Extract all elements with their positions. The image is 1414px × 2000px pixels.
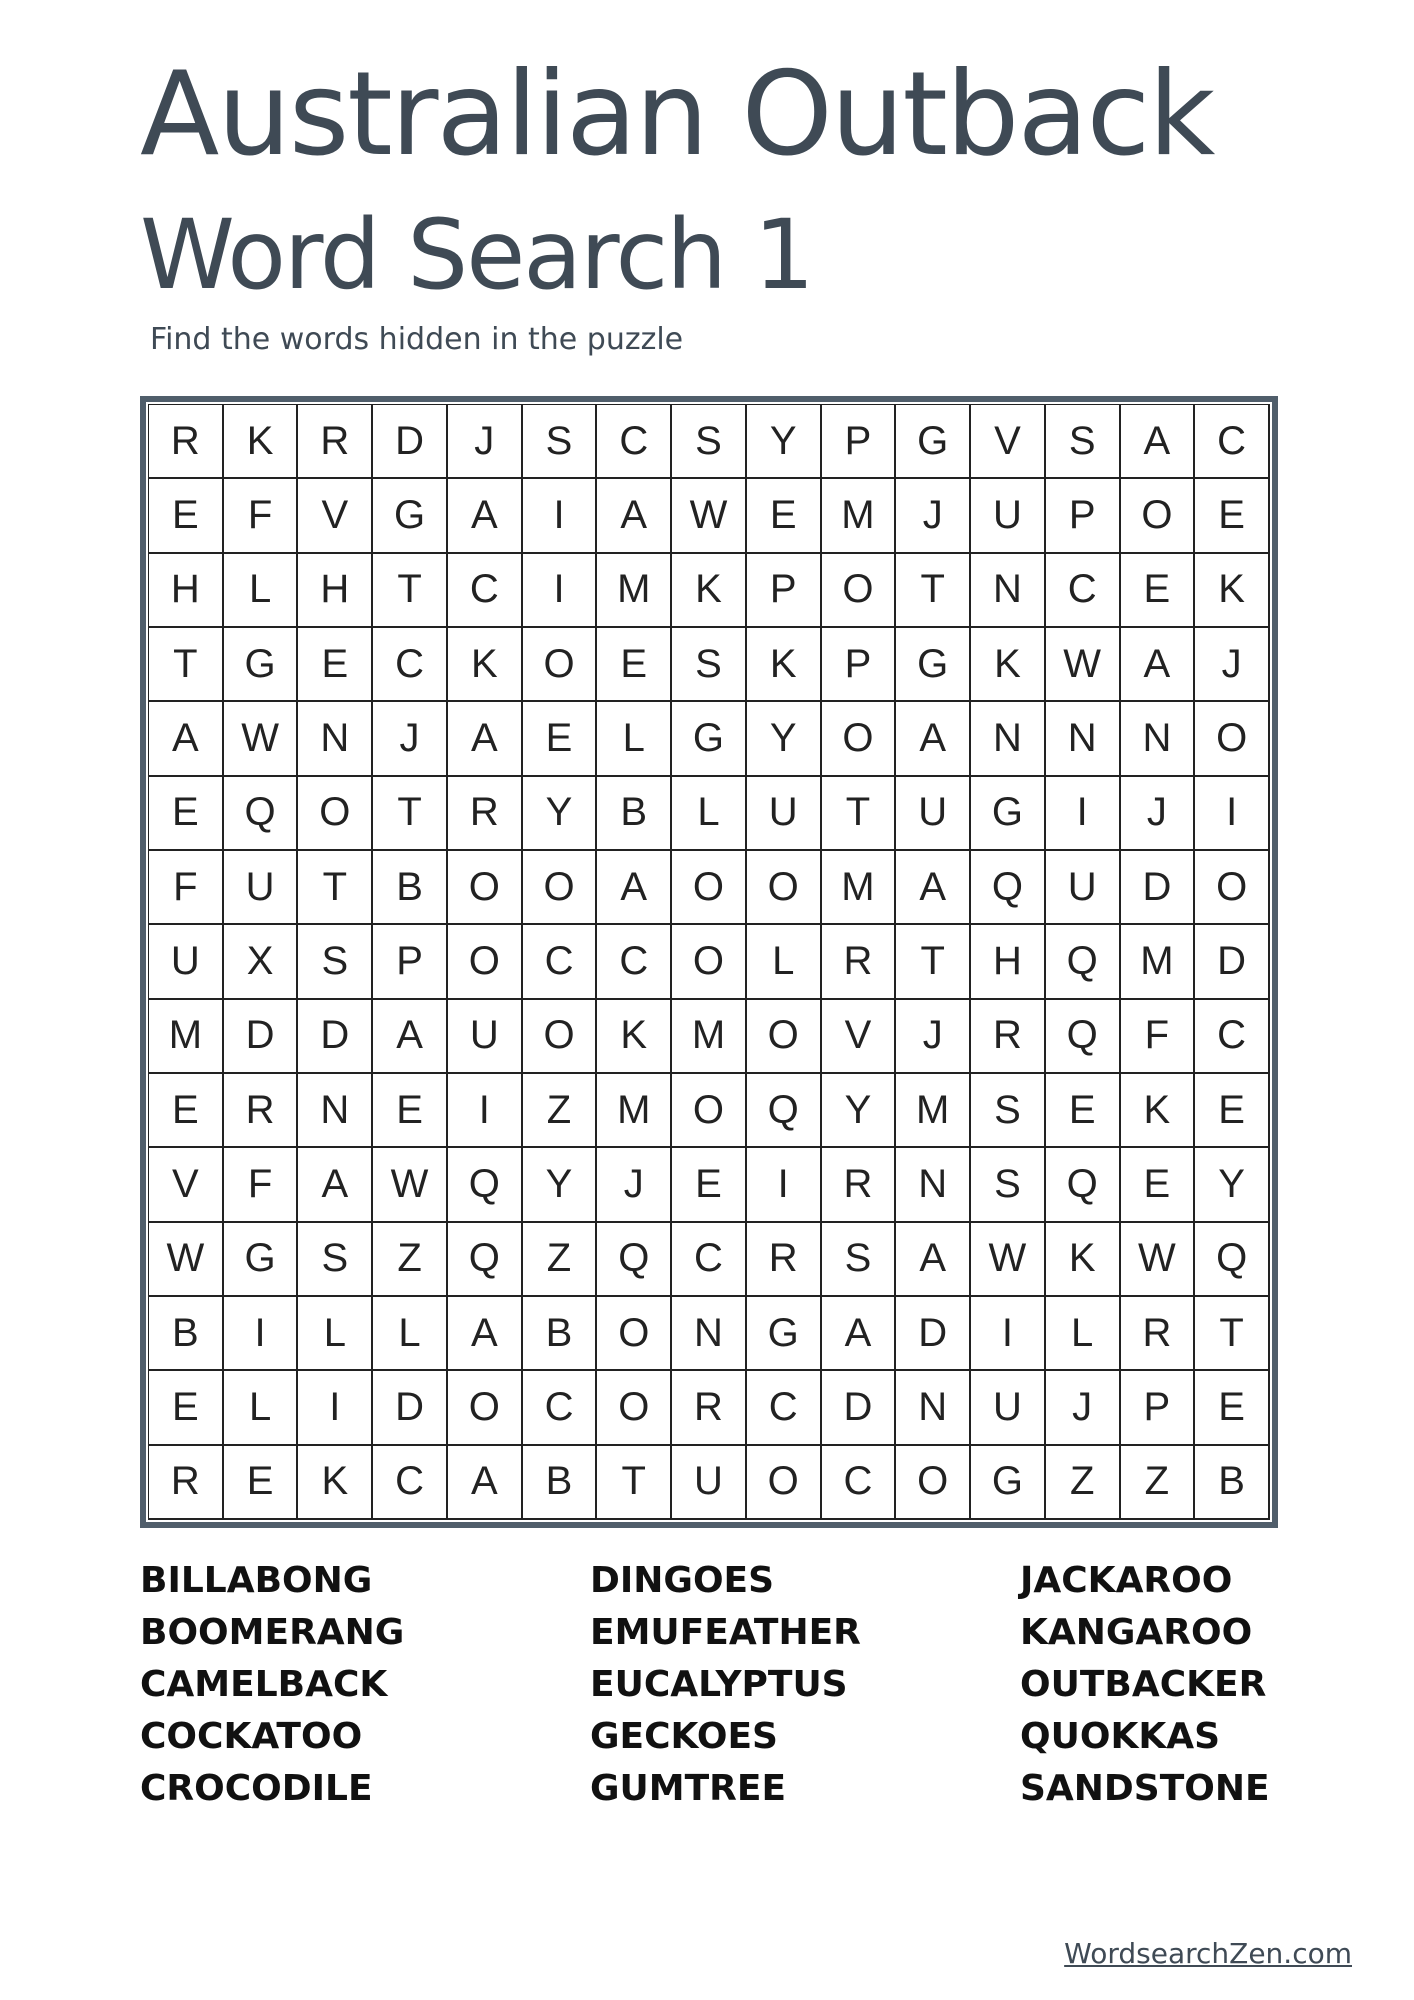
- grid-cell: Q: [448, 1148, 523, 1222]
- grid-cell: D: [1195, 925, 1270, 999]
- grid-cell: Y: [747, 702, 822, 776]
- grid-cell: E: [1195, 479, 1270, 553]
- grid-cell: H: [149, 554, 224, 628]
- grid-cell: H: [298, 554, 373, 628]
- grid-cell: C: [448, 554, 523, 628]
- grid-cell: S: [523, 405, 598, 479]
- grid-cell: Y: [523, 1148, 598, 1222]
- grid-cell: Z: [523, 1074, 598, 1148]
- grid-cell: V: [149, 1148, 224, 1222]
- grid-cell: K: [597, 1000, 672, 1074]
- grid-cell: E: [149, 1371, 224, 1445]
- grid-cell: U: [896, 777, 971, 851]
- word-list-column-3: [1020, 1555, 1270, 1815]
- grid-cell: F: [224, 1148, 299, 1222]
- grid-cell: M: [149, 1000, 224, 1074]
- grid-cell: E: [1121, 1148, 1196, 1222]
- grid-cell: O: [523, 851, 598, 925]
- grid-cell: A: [896, 851, 971, 925]
- grid-cell: O: [448, 925, 523, 999]
- grid-cell: Z: [373, 1223, 448, 1297]
- grid-cell: I: [224, 1297, 299, 1371]
- grid-cell: G: [373, 479, 448, 553]
- grid-cell: J: [373, 702, 448, 776]
- word-item: BILLABONG: [140, 1560, 373, 1601]
- grid-cell: E: [149, 777, 224, 851]
- grid-cell: W: [224, 702, 299, 776]
- grid-cell: O: [523, 1000, 598, 1074]
- grid-cell: W: [1046, 628, 1121, 702]
- grid-cell: M: [822, 851, 897, 925]
- grid-cell: N: [1046, 702, 1121, 776]
- grid-cell: M: [896, 1074, 971, 1148]
- word-item: EUCALYPTUS: [590, 1664, 848, 1705]
- grid-cell: N: [896, 1371, 971, 1445]
- grid-cell: Y: [1195, 1148, 1270, 1222]
- grid-cell: O: [523, 628, 598, 702]
- grid-cell: H: [971, 925, 1046, 999]
- grid-cell: D: [896, 1297, 971, 1371]
- grid-cell: Q: [971, 851, 1046, 925]
- grid-cell: O: [298, 777, 373, 851]
- grid-cell: Y: [822, 1074, 897, 1148]
- page-subtitle-heading: Word Search 1: [140, 199, 813, 311]
- grid-cell: Q: [1046, 925, 1121, 999]
- grid-cell: X: [224, 925, 299, 999]
- grid-cell: U: [1046, 851, 1121, 925]
- grid-cell: A: [597, 479, 672, 553]
- grid-cell: U: [672, 1446, 747, 1520]
- grid-cell: Q: [224, 777, 299, 851]
- grid-cell: K: [448, 628, 523, 702]
- grid-cell: P: [373, 925, 448, 999]
- letter-grid: [148, 404, 1270, 1520]
- grid-cell: S: [971, 1074, 1046, 1148]
- grid-cell: T: [373, 554, 448, 628]
- word-item: OUTBACKER: [1020, 1664, 1267, 1705]
- grid-cell: U: [149, 925, 224, 999]
- grid-cell: K: [298, 1446, 373, 1520]
- grid-cell: I: [523, 479, 598, 553]
- grid-cell: P: [747, 554, 822, 628]
- grid-cell: B: [373, 851, 448, 925]
- grid-cell: S: [298, 925, 373, 999]
- grid-cell: P: [1046, 479, 1121, 553]
- grid-cell: R: [224, 1074, 299, 1148]
- grid-cell: K: [1046, 1223, 1121, 1297]
- grid-cell: U: [747, 777, 822, 851]
- grid-cell: L: [224, 554, 299, 628]
- grid-cell: K: [1195, 554, 1270, 628]
- grid-cell: G: [747, 1297, 822, 1371]
- grid-cell: V: [298, 479, 373, 553]
- grid-cell: K: [971, 628, 1046, 702]
- grid-cell: I: [971, 1297, 1046, 1371]
- word-item: CAMELBACK: [140, 1664, 388, 1705]
- grid-cell: B: [523, 1297, 598, 1371]
- grid-cell: E: [672, 1148, 747, 1222]
- grid-cell: Q: [1046, 1000, 1121, 1074]
- grid-cell: T: [597, 1446, 672, 1520]
- grid-cell: B: [597, 777, 672, 851]
- grid-cell: O: [822, 702, 897, 776]
- grid-cell: A: [448, 1297, 523, 1371]
- grid-cell: D: [373, 405, 448, 479]
- grid-cell: D: [298, 1000, 373, 1074]
- grid-cell: Q: [1195, 1223, 1270, 1297]
- grid-cell: A: [149, 702, 224, 776]
- grid-cell: J: [1046, 1371, 1121, 1445]
- grid-cell: J: [597, 1148, 672, 1222]
- site-link[interactable]: WordsearchZen.com: [1064, 1937, 1352, 1970]
- grid-cell: E: [1046, 1074, 1121, 1148]
- grid-cell: B: [523, 1446, 598, 1520]
- grid-cell: E: [523, 702, 598, 776]
- word-item: CROCODILE: [140, 1768, 373, 1809]
- grid-cell: O: [597, 1371, 672, 1445]
- grid-cell: Q: [1046, 1148, 1121, 1222]
- grid-cell: N: [1121, 702, 1196, 776]
- grid-cell: K: [1121, 1074, 1196, 1148]
- grid-cell: O: [672, 925, 747, 999]
- grid-cell: T: [822, 777, 897, 851]
- grid-cell: L: [224, 1371, 299, 1445]
- grid-cell: L: [373, 1297, 448, 1371]
- grid-cell: A: [896, 1223, 971, 1297]
- grid-cell: N: [298, 1074, 373, 1148]
- grid-cell: O: [822, 554, 897, 628]
- grid-cell: R: [298, 405, 373, 479]
- grid-cell: T: [896, 925, 971, 999]
- grid-cell: J: [896, 1000, 971, 1074]
- word-item: EMUFEATHER: [590, 1612, 861, 1653]
- grid-cell: M: [672, 1000, 747, 1074]
- grid-cell: V: [822, 1000, 897, 1074]
- grid-cell: C: [373, 628, 448, 702]
- grid-cell: Z: [1121, 1446, 1196, 1520]
- grid-cell: C: [1046, 554, 1121, 628]
- grid-cell: U: [224, 851, 299, 925]
- grid-cell: O: [448, 1371, 523, 1445]
- grid-cell: E: [1195, 1074, 1270, 1148]
- grid-cell: V: [971, 405, 1046, 479]
- grid-cell: Q: [747, 1074, 822, 1148]
- grid-cell: R: [822, 1148, 897, 1222]
- grid-cell: T: [896, 554, 971, 628]
- grid-cell: R: [448, 777, 523, 851]
- grid-cell: P: [822, 628, 897, 702]
- grid-cell: P: [822, 405, 897, 479]
- word-list-column-1: [140, 1555, 404, 1815]
- word-item: COCKATOO: [140, 1716, 363, 1757]
- grid-cell: C: [597, 405, 672, 479]
- word-item: KANGAROO: [1020, 1612, 1253, 1653]
- grid-cell: G: [896, 628, 971, 702]
- grid-cell: R: [149, 405, 224, 479]
- grid-cell: C: [672, 1223, 747, 1297]
- grid-cell: W: [672, 479, 747, 553]
- grid-cell: S: [971, 1148, 1046, 1222]
- grid-cell: S: [1046, 405, 1121, 479]
- grid-cell: A: [448, 479, 523, 553]
- page-title: Australian Outback: [140, 47, 1214, 182]
- grid-cell: J: [896, 479, 971, 553]
- grid-cell: I: [523, 554, 598, 628]
- grid-cell: Q: [448, 1223, 523, 1297]
- word-item: BOOMERANG: [140, 1612, 405, 1653]
- grid-cell: O: [597, 1297, 672, 1371]
- grid-cell: D: [822, 1371, 897, 1445]
- grid-cell: J: [448, 405, 523, 479]
- grid-cell: C: [1195, 1000, 1270, 1074]
- grid-cell: O: [672, 1074, 747, 1148]
- grid-cell: N: [971, 554, 1046, 628]
- grid-cell: D: [1121, 851, 1196, 925]
- grid-cell: Y: [747, 405, 822, 479]
- grid-cell: M: [597, 1074, 672, 1148]
- grid-cell: F: [224, 479, 299, 553]
- grid-cell: A: [822, 1297, 897, 1371]
- grid-cell: O: [1195, 702, 1270, 776]
- grid-cell: G: [896, 405, 971, 479]
- grid-cell: U: [971, 479, 1046, 553]
- grid-cell: C: [523, 925, 598, 999]
- grid-cell: U: [448, 1000, 523, 1074]
- grid-cell: E: [597, 628, 672, 702]
- grid-cell: A: [448, 702, 523, 776]
- grid-cell: W: [1121, 1223, 1196, 1297]
- grid-cell: F: [149, 851, 224, 925]
- grid-cell: R: [971, 1000, 1046, 1074]
- grid-cell: A: [896, 702, 971, 776]
- word-item: QUOKKAS: [1020, 1716, 1221, 1757]
- grid-cell: P: [1121, 1371, 1196, 1445]
- grid-cell: A: [1121, 628, 1196, 702]
- word-item: DINGOES: [590, 1560, 775, 1601]
- grid-cell: Z: [1046, 1446, 1121, 1520]
- grid-cell: T: [298, 851, 373, 925]
- grid-cell: J: [1121, 777, 1196, 851]
- grid-cell: K: [224, 405, 299, 479]
- grid-cell: L: [1046, 1297, 1121, 1371]
- grid-cell: E: [298, 628, 373, 702]
- word-item: JACKAROO: [1020, 1560, 1233, 1601]
- grid-cell: D: [224, 1000, 299, 1074]
- grid-cell: E: [1121, 554, 1196, 628]
- grid-cell: C: [597, 925, 672, 999]
- grid-cell: T: [373, 777, 448, 851]
- grid-cell: O: [1121, 479, 1196, 553]
- grid-cell: R: [1121, 1297, 1196, 1371]
- grid-cell: R: [149, 1446, 224, 1520]
- grid-cell: T: [1195, 1297, 1270, 1371]
- word-item: SANDSTONE: [1020, 1768, 1270, 1809]
- grid-cell: G: [224, 1223, 299, 1297]
- grid-cell: L: [298, 1297, 373, 1371]
- grid-cell: C: [747, 1371, 822, 1445]
- grid-cell: G: [672, 702, 747, 776]
- grid-cell: O: [747, 1446, 822, 1520]
- grid-cell: R: [747, 1223, 822, 1297]
- grid-cell: D: [373, 1371, 448, 1445]
- grid-cell: R: [672, 1371, 747, 1445]
- grid-cell: S: [672, 628, 747, 702]
- grid-cell: E: [747, 479, 822, 553]
- grid-cell: M: [822, 479, 897, 553]
- grid-cell: C: [523, 1371, 598, 1445]
- grid-cell: N: [971, 702, 1046, 776]
- grid-cell: O: [1195, 851, 1270, 925]
- grid-cell: E: [224, 1446, 299, 1520]
- grid-cell: M: [1121, 925, 1196, 999]
- grid-cell: C: [373, 1446, 448, 1520]
- word-item: GUMTREE: [590, 1768, 787, 1809]
- grid-cell: L: [597, 702, 672, 776]
- instructions-text: Find the words hidden in the puzzle: [150, 322, 684, 357]
- grid-cell: C: [822, 1446, 897, 1520]
- grid-cell: I: [747, 1148, 822, 1222]
- grid-cell: A: [1121, 405, 1196, 479]
- word-item: GECKOES: [590, 1716, 778, 1757]
- grid-cell: C: [1195, 405, 1270, 479]
- grid-cell: G: [971, 1446, 1046, 1520]
- grid-cell: G: [971, 777, 1046, 851]
- grid-cell: E: [1195, 1371, 1270, 1445]
- grid-cell: I: [1046, 777, 1121, 851]
- word-list-column-2: [590, 1555, 861, 1815]
- grid-cell: A: [597, 851, 672, 925]
- grid-cell: I: [298, 1371, 373, 1445]
- grid-cell: E: [149, 479, 224, 553]
- grid-cell: K: [747, 628, 822, 702]
- grid-cell: U: [971, 1371, 1046, 1445]
- grid-cell: A: [298, 1148, 373, 1222]
- grid-cell: W: [971, 1223, 1046, 1297]
- grid-cell: N: [672, 1297, 747, 1371]
- grid-cell: Z: [523, 1223, 598, 1297]
- grid-cell: A: [373, 1000, 448, 1074]
- grid-cell: J: [1195, 628, 1270, 702]
- grid-cell: L: [747, 925, 822, 999]
- grid-cell: G: [224, 628, 299, 702]
- grid-cell: S: [298, 1223, 373, 1297]
- grid-cell: W: [149, 1223, 224, 1297]
- grid-cell: Q: [597, 1223, 672, 1297]
- grid-cell: I: [1195, 777, 1270, 851]
- grid-cell: R: [822, 925, 897, 999]
- grid-cell: B: [149, 1297, 224, 1371]
- grid-cell: F: [1121, 1000, 1196, 1074]
- grid-cell: O: [747, 1000, 822, 1074]
- grid-cell: W: [373, 1148, 448, 1222]
- grid-cell: N: [298, 702, 373, 776]
- grid-cell: M: [597, 554, 672, 628]
- grid-cell: A: [448, 1446, 523, 1520]
- grid-cell: B: [1195, 1446, 1270, 1520]
- grid-cell: O: [448, 851, 523, 925]
- grid-cell: S: [672, 405, 747, 479]
- grid-cell: Y: [523, 777, 598, 851]
- grid-cell: S: [822, 1223, 897, 1297]
- grid-cell: E: [373, 1074, 448, 1148]
- grid-cell: O: [896, 1446, 971, 1520]
- grid-cell: O: [672, 851, 747, 925]
- grid-cell: E: [149, 1074, 224, 1148]
- grid-cell: N: [896, 1148, 971, 1222]
- grid-cell: K: [672, 554, 747, 628]
- grid-cell: T: [149, 628, 224, 702]
- puzzle-frame: [140, 396, 1278, 1528]
- grid-cell: I: [448, 1074, 523, 1148]
- grid-cell: O: [747, 851, 822, 925]
- grid-cell: L: [672, 777, 747, 851]
